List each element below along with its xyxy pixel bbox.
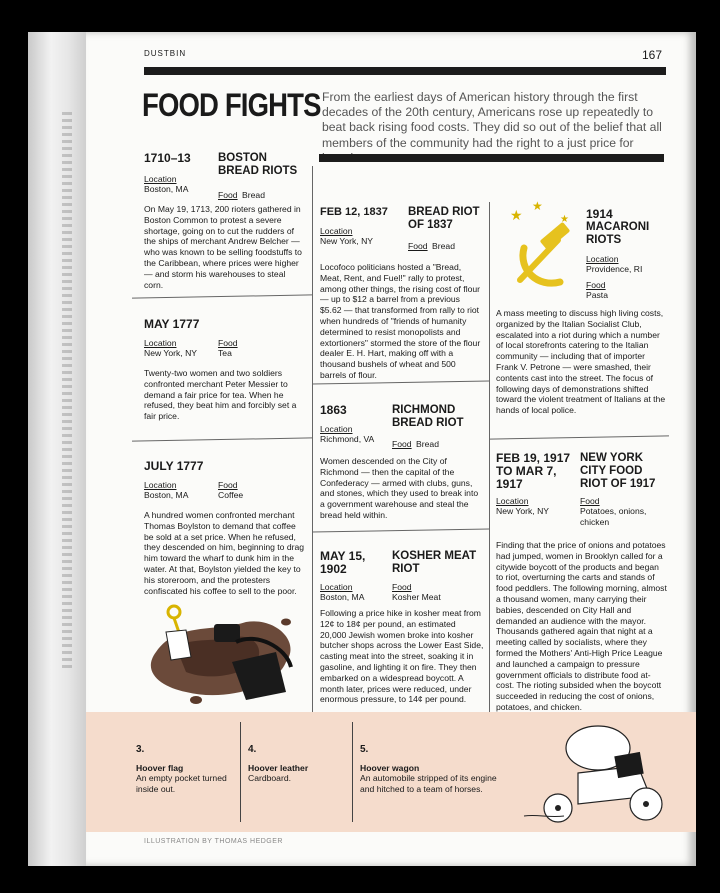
- event-date: 1863: [320, 403, 347, 417]
- magazine-page: [86, 32, 696, 866]
- section-divider: [312, 528, 489, 532]
- section-divider: [489, 435, 669, 439]
- coffee-bean-icon: [190, 696, 202, 704]
- event-body: On May 19, 1713, 200 rioters gathered in Boston Common to protest a severe shortage, going on to cut the rudders of the ships of merchant Andrew Belcher — who was known to be selling foodstuffs to the Caribbean, where prices were higher — and storm his warehouses to steal corn.: [144, 204, 302, 290]
- location-value: New York, NY: [144, 348, 198, 358]
- event-body: Women descended on the City of Richmond — then the capital of the Confederacy — armed with clubs, guns, and stones, which they used to break into a government warehouse and steal the bread held within.: [320, 456, 479, 520]
- coffee-bean-icon: [281, 619, 291, 626]
- location-label: Location: [320, 424, 353, 434]
- intro-paragraph: From the earliest days of American history through the first decades of the 20th century, Americans rose up repeatedly to beat back rising food costs. They did so out of the belief that all members of the community had the right to a just price for: [322, 90, 662, 150]
- event-date: MAY 1777: [144, 317, 200, 331]
- hoover-item-flag: [136, 744, 236, 795]
- location-label: Location: [586, 254, 619, 264]
- location-label: Location: [144, 480, 177, 490]
- location-label: Location: [320, 226, 353, 236]
- location-label: Location: [144, 338, 177, 348]
- food-value: Pasta: [586, 290, 608, 300]
- food-value: Bread: [416, 439, 439, 449]
- item-name: Hoover flag: [136, 763, 184, 773]
- food-label: Food: [218, 190, 238, 200]
- food-value: Potatoes, onions, chicken: [580, 506, 647, 527]
- event-name: NEW YORK CITY FOOD RIOT OF 1917: [580, 452, 656, 490]
- food-value: Kosher Meat: [392, 592, 441, 602]
- event-name: MACARONI RIOTS: [586, 221, 650, 246]
- hammer-sickle-illustration: [498, 200, 584, 300]
- item-text: An automobile stripped of its engine and hitched to a team of horses.: [360, 773, 497, 794]
- food-label: Food: [218, 480, 238, 490]
- item-text: An empty pocket turned inside out.: [136, 773, 227, 794]
- event-body: Twenty-two women and two soldiers confronted merchant Peter Messier to demand a fair price for tea. When he refused, they beat him and forcibly set a fair price.: [144, 368, 297, 422]
- item-number: 4.: [248, 744, 257, 755]
- item-number: 3.: [136, 744, 145, 755]
- page-title: FOOD FIGHTS: [142, 87, 321, 123]
- event-name: BREAD RIOT OF 1837: [408, 206, 480, 231]
- location-value: New York, NY: [320, 236, 374, 246]
- event-body: Locofoco politicians hosted a "Bread, Meat, Rent, and Fuel!" rally to protest, among other things, the rising cost of flour — up to $12 a barrel from a previous $5.62 — that transformed from rally to riot when hundreds of "friends of humanity determined to resist monopolists and extortioners" stormed the store of the flour dealer E. H. Hart, making off with a thousand bushels of wheat and 500 barrels of flour.: [320, 262, 481, 380]
- item-name: Hoover leather: [248, 763, 309, 773]
- location-value: Richmond, VA: [320, 434, 375, 444]
- svg-text:★: ★: [510, 208, 523, 224]
- top-rule: [144, 67, 666, 75]
- event-date: 1710–13: [144, 151, 191, 165]
- location-label: Location: [320, 582, 353, 592]
- page-number: 167: [641, 48, 662, 62]
- food-label: Food: [392, 439, 412, 449]
- event-name: RICHMOND BREAD RIOT: [392, 404, 464, 429]
- section-divider: [132, 437, 312, 441]
- food-value: Coffee: [218, 490, 244, 500]
- food-value: Bread: [242, 190, 265, 200]
- hoover-item-leather: [248, 744, 348, 784]
- food-label: Food: [218, 338, 238, 348]
- event-date: 1914: [586, 207, 613, 221]
- section-divider: [132, 294, 312, 298]
- column-divider: [489, 202, 490, 712]
- location-value: New York, NY: [496, 506, 550, 516]
- item-number: 5.: [360, 744, 369, 755]
- hoover-item-wagon: [360, 744, 510, 795]
- location-label: Location: [144, 174, 177, 184]
- event-date: FEB 12, 1837: [320, 206, 388, 218]
- running-head: DUSTBIN: [144, 49, 187, 58]
- sack-icon: [214, 624, 240, 642]
- event-date: FEB 19, 1917 TO MAR 7, 1917: [496, 451, 571, 491]
- event-name: BOSTON BREAD RIOTS: [218, 152, 298, 177]
- event-date: JULY 1777: [144, 459, 204, 473]
- food-label: Food: [408, 241, 428, 251]
- intro-rule: [319, 154, 664, 162]
- hoover-terms-band: [86, 712, 696, 832]
- food-label: Food: [586, 280, 606, 290]
- event-body: Following a price hike in kosher meat from 12¢ to 18¢ per pound, an estimated 20,000 Jewish women broke into kosher butcher shops across the Lower East Side, casting meat into the street, soaking it in gasoline, and lighting it on fire. They then embarked on a widespread boycott. A month later, prices were reduced, under enormous pressure, to 14¢ per pound.: [320, 608, 484, 705]
- key-icon: [168, 606, 180, 618]
- food-label: Food: [580, 496, 600, 506]
- svg-text:★: ★: [560, 214, 569, 225]
- location-value: Providence, RI: [586, 264, 643, 274]
- event-body: Finding that the price of onions and potatoes had jumped, women in Brooklyn called for a citywide boycott of the products and began to riot, overturning the carts and stands of food peddlers. The following morning, almost a thousand women, many carrying their babies, descended on City Hall and demanded an audience with the mayor. Thousands gathered again that night at a meeting called by socialists, where they formed the Mothers' Anti-High Price League and launched a campaign to pressure government officials to distribute food at-cost. The rioting subsided when the boycott succeeded in reducing the cost of onions, potatoes, and chicken.: [496, 540, 667, 712]
- adjacent-page-edge: [28, 32, 86, 866]
- coffee-spill-illustration: [136, 592, 306, 707]
- event-body: A mass meeting to discuss high living costs, organized by the Italian Socialist Club, escalated into a riot during which a number of local storefronts catering to the Italian community — including that of importer Frank V. Petrone — were smashed, their contents cast into the street. The focus of following days of demonstrations shifted toward the violent treatment of Italians at the hands of local police.: [496, 308, 666, 416]
- location-label: Location: [496, 496, 529, 506]
- event-name: KOSHER MEAT RIOT: [392, 550, 477, 575]
- bleed-text-strip: [62, 112, 72, 672]
- event-body: A hundred women confronted merchant Thomas Boylston to demand that coffee be sold at a set price. When he refused, they descended on him, beginning to drag him toward the wharf to dunk him in the water. At that, Boylston yielded the key to his storeroom, and the protesters confiscated his coffee to sell to the poor.: [144, 510, 305, 596]
- food-value: Tea: [218, 348, 232, 358]
- event-date: MAY 15, 1902: [320, 549, 366, 576]
- svg-text:★: ★: [532, 200, 543, 213]
- item-name: Hoover wagon: [360, 763, 420, 773]
- food-value: Bread: [432, 241, 455, 251]
- item-text: Cardboard.: [248, 773, 291, 783]
- location-value: Boston, MA: [144, 490, 189, 500]
- band-divider: [240, 722, 241, 822]
- section-divider: [312, 380, 489, 384]
- column-divider: [312, 166, 313, 712]
- location-value: Boston, MA: [144, 184, 189, 194]
- illustration-credit: ILLUSTRATION BY THOMAS HEDGER: [144, 838, 283, 845]
- band-divider: [352, 722, 353, 822]
- location-value: Boston, MA: [320, 592, 365, 602]
- food-label: Food: [392, 582, 412, 592]
- hoover-wagon-illustration: [518, 718, 678, 830]
